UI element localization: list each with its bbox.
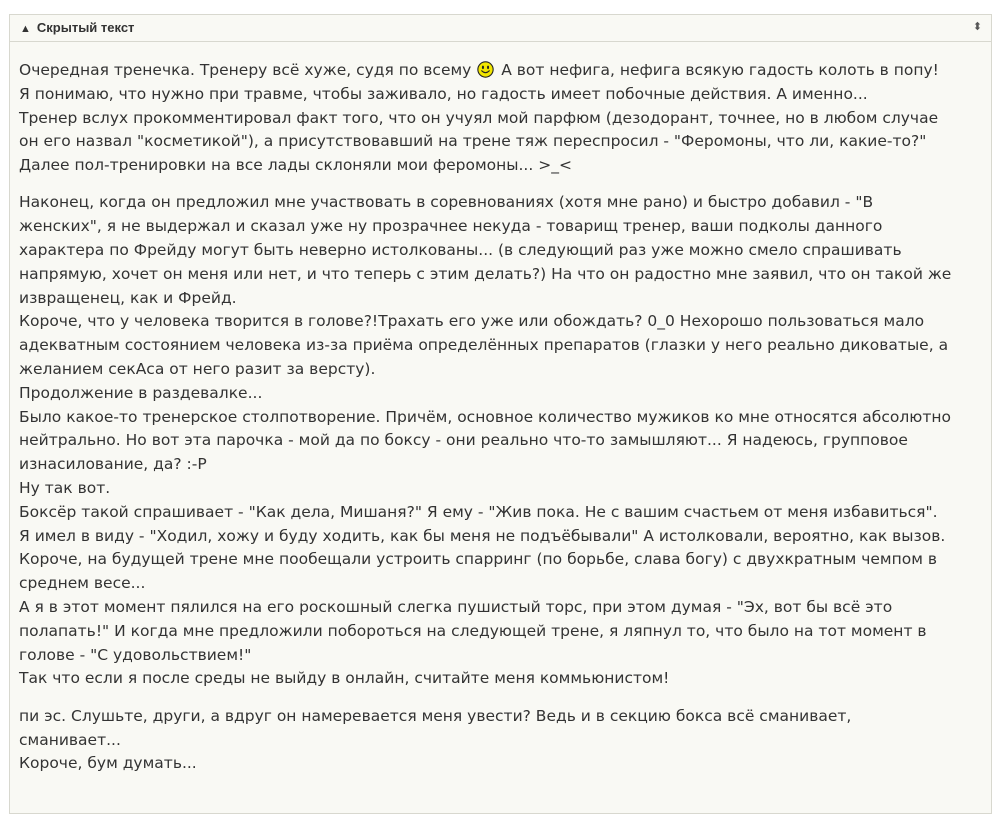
collapse-arrow-icon: ▲ [20,23,31,35]
post-text: Очередная тренечка. Тренеру всё хуже, судя по всему [19,61,472,79]
post-line: напрямую, хочет он меня или нет, и что теперь с этим делать?) На что он радостно мне заявил, что он такой же [19,264,952,283]
spoiler-content [19,59,981,790]
post-line: Короче, что у человека творится в голове?!Трахать его уже или обождать? 0_0 Нехорошо пользоваться мало [19,312,925,331]
post-paragraph [19,191,981,691]
post-line: Ну так вот. [19,479,111,498]
post-line [19,59,981,83]
spoiler-header[interactable] [10,15,991,42]
post-paragraph [19,59,981,178]
spoiler-box [9,14,992,814]
post-line: сманивает... [19,730,121,749]
post-line: Короче, на будущей трене мне пообещали устроить спарринг (по борьбе, слава богу) с двухкратным чемпом в [19,550,937,569]
spoiler-title[interactable] [20,20,134,35]
post-line: женских", я не выдержал и сказал уже ну прозрачнее некуда - товарищ тренер, ваши подколы данного [19,217,883,236]
post-line: Наконец, когда он предложил мне участвовать в соревнованиях (хотя мне рано) и быстро добавил - "В [19,193,874,212]
post-line: извращенец, как и Фрейд. [19,288,237,307]
post-line: изнасилование, да? :-P [19,455,207,474]
post-line: Я имел в виду - "Ходил, хожу и буду ходить, как бы меня не подъёбывали" А истолковали, вероятно, как вызов. [19,526,946,545]
post-line: Я понимаю, что нужно при травме, чтобы заживало, но гадость имеет побочные действия. А именно... [19,84,868,103]
expand-toggle-icon[interactable]: ⬍ [972,20,982,33]
post-line: Тренер вслух прокомментировал факт того, что он учуял мой парфюм (дезодорант, точнее, но в любом случае [19,108,939,127]
post-line: Далее пол-тренировки на все лады склоняли мои феромоны... >_< [19,156,572,175]
spoiler-title-label: Скрытый текст [36,20,135,35]
post-line: Продолжение в раздевалке... [19,383,263,402]
post-line: А я в этот момент пялился на его роскошный слегка пушистый торс, при этом думая - "Эх, вот бы всё это [19,598,893,617]
post-line: полапать!" И когда мне предложили побороться на следующей трене, я ляпнул то, что было на тот момент в [19,621,927,640]
post-line: голове - "С удовольствием!" [19,645,252,664]
post-paragraph [19,705,981,776]
post-line: Было какое-то тренерское столпотворение. Причём, основное количество мужиков ко мне относятся абсолютно [19,407,951,426]
post-line: Короче, бум думать... [19,754,197,773]
post-line: пи эс. Слушьте, други, а вдруг он намеревается меня увести? Ведь и в секцию бокса всё сманивает, [19,706,852,725]
smiley-icon [477,61,494,78]
post-line: Так что если я после среды не выйду в онлайн, считайте меня коммьюнистом! [19,669,670,688]
post-line: Боксёр такой спрашивает - "Как дела, Мишаня?" Я ему - "Жив пока. Не с вашим счастьем от меня избавиться". [19,502,938,521]
post-line: нейтрально. Но вот эта парочка - мой да по боксу - они реально что-то замышляют... Я надеюсь, групповое [19,431,908,450]
post-text: А вот нефига, нефига всякую гадость колоть в попу! [501,61,939,79]
post-line: желанием секАса от него разит за версту). [19,360,376,379]
post-line: адекватным состоянием человека из-за приёма определённых препаратов (глазки у него реально диковатые, а [19,336,949,355]
post-line: характера по Фрейду могут быть неверно истолкованы... (в следующий раз уже можно смело спрашивать [19,241,902,260]
post-line: он его назвал "косметикой"), а присутствовавший на трене тяж переспросил - "Феромоны, что ли, какие-то?" [19,132,927,151]
post-line: среднем весе... [19,574,146,593]
